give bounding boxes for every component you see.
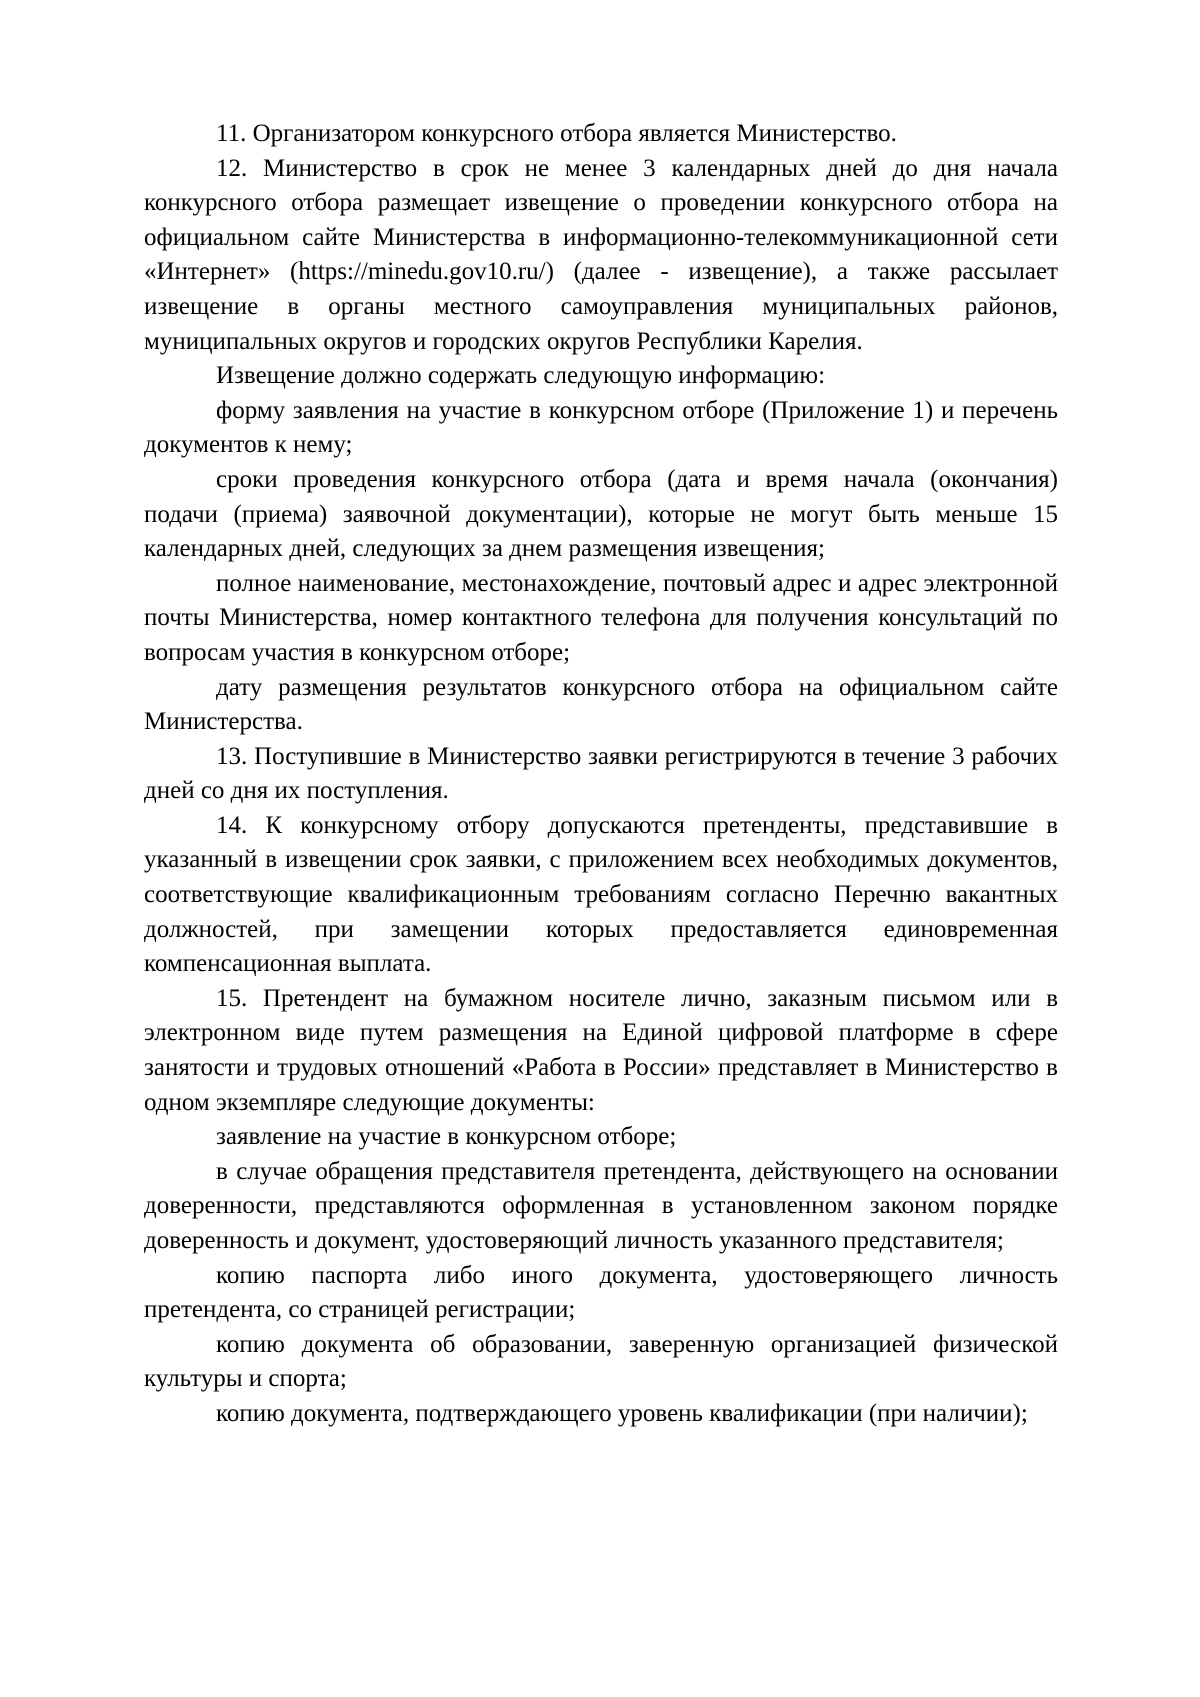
paragraph-passport-copy: копию паспорта либо иного документа, удостоверяющего личность претендента, со страницей регистрации;: [144, 1261, 1058, 1324]
paragraph-selection-terms: сроки проведения конкурсного отбора (дата и время начала (окончания) подачи (приема) заявочной документации), которые не могут быть меньше 15 календарных дней, следующих за днем размещения извещения;: [144, 465, 1058, 563]
paragraph-qualification-copy: копию документа, подтверждающего уровень квалификации (при наличии);: [216, 1399, 1028, 1427]
document-body: [144, 117, 1058, 1432]
paragraph-notice-publication: 12. Министерство в срок не менее 3 календарных дней до дня начала конкурсного отбора размещает извещение о проведении конкурсного отбора на официальном сайте Министерства в информационно-телекоммуникационной сети «Интернет» (https://minedu.gov10.ru/) (далее - извещение), а также рассылает извещение в органы местного самоуправления муниципальных районов, муниципальных округов и городских округов Республики Карелия.: [144, 154, 1058, 355]
paragraph-notice-contents: Извещение должно содержать следующую информацию:: [216, 362, 826, 390]
paragraph-ministry-contacts: полное наименование, местонахождение, почтовый адрес и адрес электронной почты Министерства, номер контактного телефона для получения консультаций по вопросам участия в конкурсном отборе;: [144, 569, 1058, 666]
paragraph-documents-submission: 15. Претендент на бумажном носителе лично, заказным письмом или в электронном виде путем размещения на Единой цифровой платформе в сфере занятости и трудовых отношений «Работа в России» представляет в Министерство в одном экземпляре следующие документы:: [144, 984, 1058, 1116]
paragraph-organizer: 11. Организатором конкурсного отбора является Министерство.: [216, 120, 897, 147]
paragraph-representative: в случае обращения представителя претендента, действующего на основании доверенности, представляются оформленная в установленном законом порядке доверенность и документ, удостоверяющий личность указанного представителя;: [144, 1157, 1058, 1254]
paragraph-application: заявление на участие в конкурсном отборе;: [216, 1123, 677, 1151]
paragraph-admission: 14. К конкурсному отбору допускаются претенденты, представившие в указанный в извещении срок заявки, с приложением всех необходимых документов, соответствующие квалификационным требованиям согласно Перечню вакантных должностей, при замещении которых предоставляется единовременная компенсационная выплата.: [144, 811, 1058, 978]
paragraph-results-date: дату размещения результатов конкурсного отбора на официальном сайте Министерства.: [144, 673, 1058, 736]
paragraph-registration: 13. Поступившие в Министерство заявки регистрируются в течение 3 рабочих дней со дня их поступления.: [144, 742, 1058, 805]
paragraph-education-copy: копию документа об образовании, заверенную организацией физической культуры и спорта;: [144, 1330, 1058, 1393]
paragraph-application-form: форму заявления на участие в конкурсном отборе (Приложение 1) и перечень документов к нему;: [144, 396, 1058, 459]
